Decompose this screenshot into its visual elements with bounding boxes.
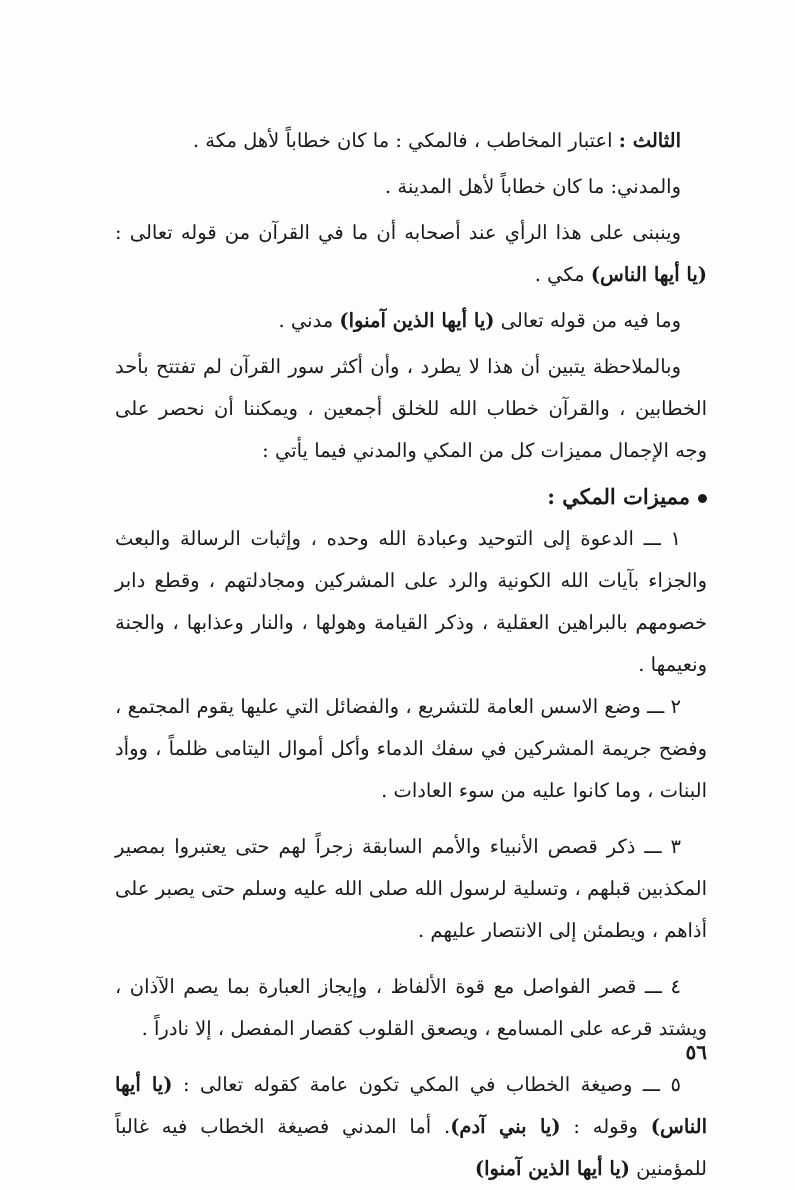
quran-quote: (يا أيها الناس) <box>590 263 707 286</box>
bullet-icon <box>698 494 707 503</box>
list-item-3: ٣ ـــ ذكر قصص الأنبياء والأمم السابقة زجراً لهم حتى يعتبروا بمصير المكذبين قبلهم ، وتسلية لرسول الله صلى الله عليه وسلم حتى يصبر على أذاهم ، ويطمئن إلى الانتصار عليهم . <box>115 835 707 942</box>
paragraph-madani-definition: والمدني: ما كان خطاباً لأهل المدينة . <box>384 175 681 198</box>
quran-quote: (يا أيها الذين آمنوا) <box>339 309 495 332</box>
paragraph-text: مكي . <box>534 263 591 286</box>
list-item-4: ٤ ـــ قصر الفواصل مع قوة الألفاظ ، وإيجاز العبارة بما يصم الآذان ، ويشتد قرعه على المسامع ، ويصعق القلوب كقصار المفصل ، إلا نادراً . <box>115 975 707 1040</box>
page-number: ٥٦ <box>685 1040 707 1064</box>
list-item-5 <box>115 1064 707 1190</box>
heading-text: مميزات المكي : <box>547 484 690 509</box>
paragraph-text: اعتبار المخاطب ، فالمكي : ما كان خطاباً لأهل مكة . <box>192 129 619 152</box>
paragraph-text: وما فيه من قوله تعالى <box>494 309 681 332</box>
paragraph-text: مدني . <box>278 309 340 332</box>
paragraph-text: وقوله : <box>560 1115 651 1138</box>
section-lead: الثالث : <box>618 129 681 152</box>
section-heading <box>115 476 707 518</box>
list-item-1: ١ ـــ الدعوة إلى التوحيد وعبادة الله وحده ، وإثبات الرسالة والبعث والجزاء بآيات الله الكونية والرد على المشركين ومجادلتهم ، وقطع دابر خصومهم بالبراهين العقلية ، وذكر القيامة وهولها ، والنار وعذابها ، والجنة ونعيمها . <box>115 527 707 676</box>
paragraph-text: . أما المدني فصيغة الخطاب فيه غالباً للمؤمنين <box>115 1115 707 1180</box>
paragraph-ya-ayyuha-alladhina <box>115 300 707 342</box>
paragraph-observation: وبالملاحظة يتبين أن هذا لا يطرد ، وأن أكثر سور القرآن لم تفتتح بأحد الخطابين ، والقرآن خطاب الله للخلق أجمعين ، ويمكننا أن نحصر على وجه الإجمال مميزات كل من المكي والمدني فيما يأتي : <box>115 355 707 462</box>
paragraph-text: ٥ ـــ وصيغة الخطاب في المكي تكون عامة كقوله تعالى : <box>172 1073 681 1096</box>
quran-quote: (يا بني آدم) <box>450 1115 561 1138</box>
list-item-2: ٢ ـــ وضع الاسس العامة للتشريع ، والفضائل التي عليها يقوم المجتمع ، وفضح جريمة المشركين في سفك الدماء وأكل أموال اليتامى ظلماً ، ووأد البنات ، وما كانوا عليه من سوء العادات . <box>115 695 707 802</box>
paragraph-text: وينبنى على هذا الرأي عند أصحابه أن ما في القرآن من قوله تعالى : <box>115 221 681 244</box>
paragraph-ya-ayyuha-nas <box>115 212 707 296</box>
quran-quote: (يا أيها الذين آمنوا) <box>474 1157 630 1180</box>
page-body <box>115 120 707 1190</box>
quran-quote: (يا أيها الناس) <box>115 1073 708 1138</box>
paragraph-third-view <box>115 120 707 162</box>
